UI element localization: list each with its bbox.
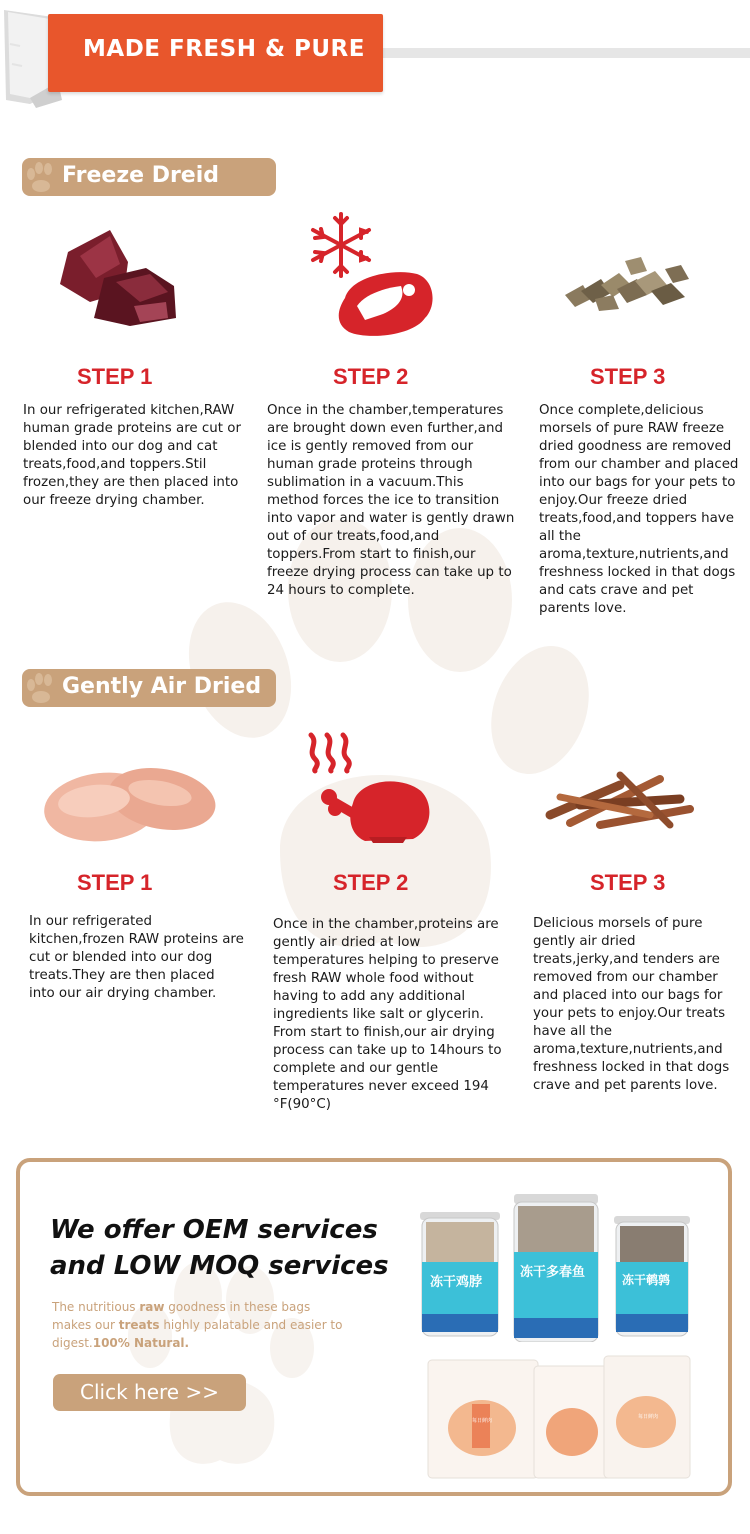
step-label: STEP 2: [333, 364, 409, 389]
header-banner: [0, 0, 750, 120]
desc-highlight: 100% Natural.: [92, 1336, 190, 1350]
banner-divider-line: [383, 48, 750, 58]
desc-text: The nutritious: [52, 1300, 140, 1314]
step-label: STEP 3: [590, 870, 666, 895]
paw-icon: [24, 160, 60, 196]
step-label: STEP 2: [333, 870, 409, 895]
raw-chicken-image: [42, 755, 217, 850]
raw-meat-image: [50, 222, 180, 332]
step-description: Once complete,delicious morsels of pure RAW freeze dried goodness are removed from our chamber and placed into our bags for your pets to enjoy.Our freeze dried treats,food,and toppers have all the aroma,texture,nutrients,and freshness locked in that dogs and cats crave and pet parents love.: [539, 403, 739, 616]
oem-title-line: We offer OEM services: [50, 1215, 378, 1245]
product-jars-image: [416, 1192, 696, 1342]
step-description: In our refrigerated kitchen,frozen RAW proteins are cut or blended into our dog treats.They are then placed into our air drying chamber.: [29, 914, 244, 1001]
banner-title: MADE FRESH & PURE: [83, 36, 365, 62]
step-label: STEP 3: [590, 364, 666, 389]
oem-description: [52, 1298, 352, 1352]
jar-label: 冻干鹌鹑: [622, 1273, 671, 1287]
pouch-label: 每日鲜肉: [638, 1414, 659, 1420]
desc-highlight: treats: [118, 1318, 160, 1332]
click-here-button[interactable]: Click here >>: [53, 1374, 246, 1411]
oem-title-line: and LOW MOQ services: [50, 1251, 389, 1281]
jar-label: 冻干鸡脖: [430, 1275, 483, 1290]
step-label: STEP 1: [77, 870, 153, 895]
desc-text: goodness in these bags makes our: [52, 1300, 311, 1332]
step-description: Delicious morsels of pure gently air dried treats,jerky,and tenders are removed from our chamber and placed into our bags for your pets to enjoy.Our treats have all the aroma,texture,nutrients,and freshness locked in that dogs crave and pet parents love.: [533, 916, 730, 1093]
jerky-image: [540, 765, 700, 835]
step-description: In our refrigerated kitchen,RAW human grade proteins are cut or blended into our dog and cat treats,food,and toppers.Stil frozen,they are then placed into our freeze drying chamber.: [23, 403, 241, 508]
heat-chicken-icon: [305, 725, 435, 855]
oem-promo-card: [16, 1158, 732, 1496]
product-pouches-image: [424, 1352, 694, 1482]
snowflake-steak-icon: [305, 210, 440, 345]
section-title: Gently Air Dried: [62, 674, 262, 699]
step-description: Once in the chamber,temperatures are brought down even further,and ice is gently removed from our human grade proteins through sublimation in a vacuum.This method forces the ice to transition into vapor and water is gently drawn out of our treats,food,and toppers.From start to finish,our freeze drying process can take up to 24 hours to complete.: [267, 403, 515, 598]
pouch-label: 每日鲜肉: [472, 1418, 493, 1424]
paw-icon: [24, 671, 60, 707]
step-description: Once in the chamber,proteins are gently air dried at low temperatures helping to preserve fresh RAW whole food without having to add any additional ingredients like salt or glycerin. From start to finish,our air drying process can take up to 14hours to complete and our gentle temperatures never exceed 194 °F(90°C): [273, 917, 502, 1112]
jar-label: 冻干多春鱼: [520, 1265, 586, 1280]
section-title: Freeze Dreid: [62, 163, 220, 188]
oem-title: [50, 1212, 410, 1284]
paw-watermark-icon: [120, 1256, 320, 1486]
desc-highlight: raw: [139, 1300, 165, 1314]
desc-text: highly palatable and easier to digest.: [52, 1318, 343, 1350]
freeze-dried-morsels-image: [555, 255, 700, 315]
section-header-air-dried: [22, 669, 276, 707]
section-header-freeze-dried: [22, 158, 276, 196]
step-label: STEP 1: [77, 364, 153, 389]
